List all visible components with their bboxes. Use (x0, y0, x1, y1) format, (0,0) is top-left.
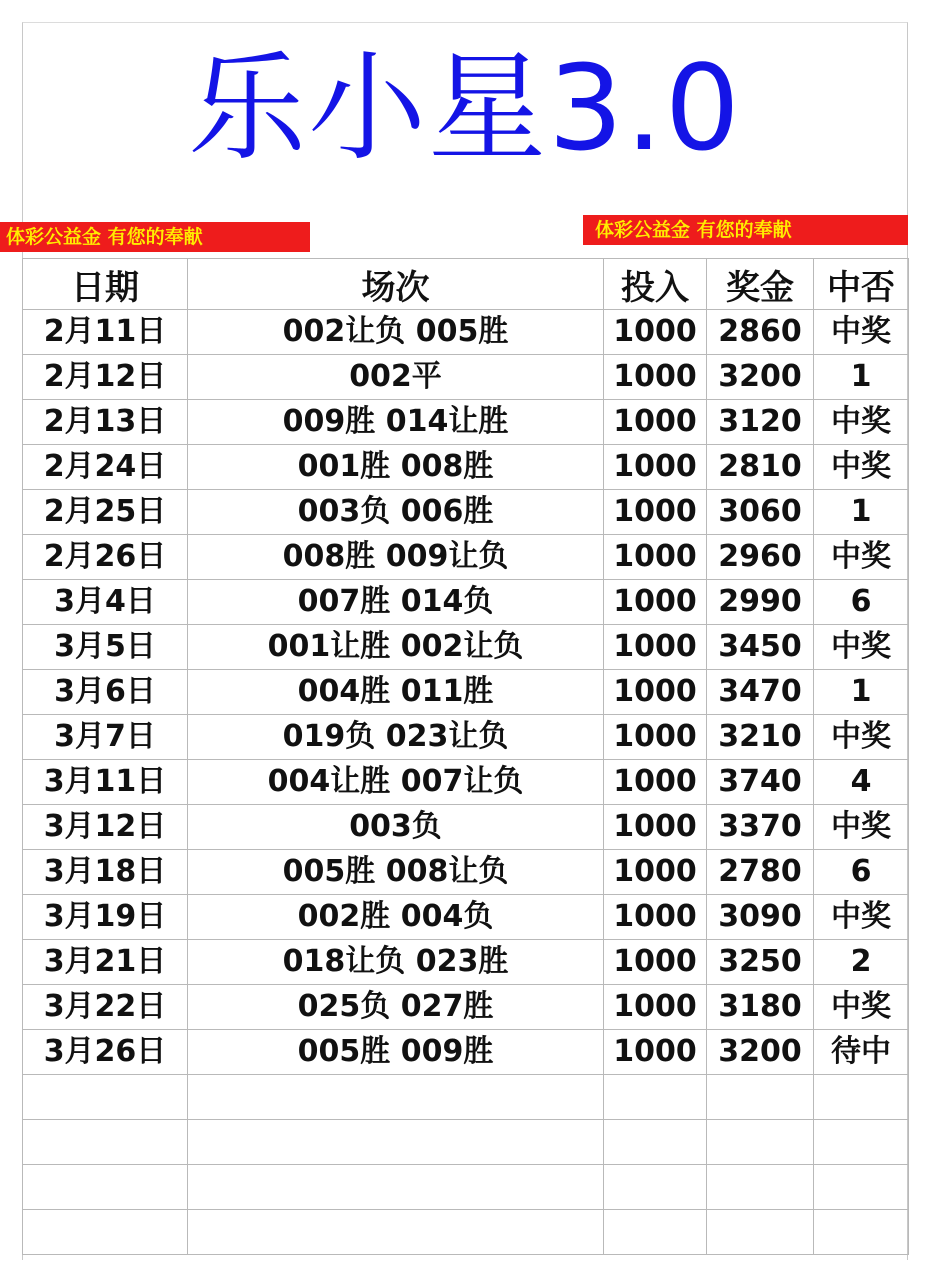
cell-date: 3月12日 (23, 805, 188, 850)
table-row (23, 490, 909, 535)
cell-prize: 3740 (707, 760, 814, 805)
cell-date: 2月26日 (23, 535, 188, 580)
cell-date: 3月7日 (23, 715, 188, 760)
lottery-slogan-banner-left: 体彩公益金 有您的奉献 (0, 222, 310, 252)
cell-date: 2月24日 (23, 445, 188, 490)
empty-cell (604, 1165, 707, 1210)
cell-prize: 3370 (707, 805, 814, 850)
table-row (23, 535, 909, 580)
cell-matches: 005胜 009胜 (188, 1030, 604, 1075)
cell-date: 3月18日 (23, 850, 188, 895)
empty-cell (188, 1075, 604, 1120)
empty-cell (814, 1210, 909, 1255)
cell-prize: 3120 (707, 400, 814, 445)
cell-result: 2 (814, 940, 909, 985)
empty-cell (188, 1210, 604, 1255)
cell-matches: 004让胜 007让负 (188, 760, 604, 805)
cell-result: 1 (814, 490, 909, 535)
cell-matches: 009胜 014让胜 (188, 400, 604, 445)
empty-cell (707, 1165, 814, 1210)
empty-cell (814, 1120, 909, 1165)
cell-date: 3月26日 (23, 1030, 188, 1075)
cell-result: 中奖 (814, 985, 909, 1030)
empty-cell (23, 1120, 188, 1165)
cell-prize: 3200 (707, 355, 814, 400)
cell-stake: 1000 (604, 670, 707, 715)
cell-date: 2月11日 (23, 310, 188, 355)
table-row (23, 985, 909, 1030)
cell-stake: 1000 (604, 1030, 707, 1075)
cell-date: 2月13日 (23, 400, 188, 445)
cell-matches: 018让负 023胜 (188, 940, 604, 985)
cell-stake: 1000 (604, 760, 707, 805)
cell-date: 3月5日 (23, 625, 188, 670)
table-row (23, 445, 909, 490)
empty-cell (23, 1210, 188, 1255)
table-row (23, 625, 909, 670)
table-row (23, 670, 909, 715)
cell-stake: 1000 (604, 445, 707, 490)
header-matches: 场次 (188, 259, 604, 310)
cell-prize: 2780 (707, 850, 814, 895)
cell-result: 中奖 (814, 715, 909, 760)
cell-matches: 005胜 008让负 (188, 850, 604, 895)
cell-result: 1 (814, 355, 909, 400)
cell-result: 4 (814, 760, 909, 805)
empty-cell (188, 1120, 604, 1165)
cell-result: 中奖 (814, 895, 909, 940)
table-row (23, 715, 909, 760)
cell-stake: 1000 (604, 355, 707, 400)
cell-matches: 002平 (188, 355, 604, 400)
empty-cell (604, 1210, 707, 1255)
cell-result: 中奖 (814, 310, 909, 355)
cell-prize: 3060 (707, 490, 814, 535)
table-header-row (23, 259, 909, 310)
table-row (23, 400, 909, 445)
cell-stake: 1000 (604, 805, 707, 850)
table-row (23, 760, 909, 805)
cell-result: 中奖 (814, 400, 909, 445)
empty-table-row (23, 1120, 909, 1165)
cell-date: 3月11日 (23, 760, 188, 805)
cell-prize: 3450 (707, 625, 814, 670)
cell-result: 待中 (814, 1030, 909, 1075)
cell-stake: 1000 (604, 715, 707, 760)
empty-table-row (23, 1210, 909, 1255)
cell-matches: 002让负 005胜 (188, 310, 604, 355)
cell-matches: 007胜 014负 (188, 580, 604, 625)
header-result: 中否 (814, 259, 909, 310)
empty-cell (814, 1075, 909, 1120)
cell-matches: 001让胜 002让负 (188, 625, 604, 670)
cell-result: 6 (814, 580, 909, 625)
table-row (23, 940, 909, 985)
empty-cell (23, 1075, 188, 1120)
cell-prize: 3250 (707, 940, 814, 985)
cell-result: 1 (814, 670, 909, 715)
cell-stake: 1000 (604, 895, 707, 940)
table-row (23, 895, 909, 940)
cell-prize: 2860 (707, 310, 814, 355)
empty-cell (707, 1075, 814, 1120)
table-row (23, 580, 909, 625)
cell-prize: 3210 (707, 715, 814, 760)
cell-date: 3月6日 (23, 670, 188, 715)
empty-cell (707, 1120, 814, 1165)
cell-prize: 2990 (707, 580, 814, 625)
empty-table-row (23, 1075, 909, 1120)
cell-stake: 1000 (604, 940, 707, 985)
header-date: 日期 (23, 259, 188, 310)
cell-date: 3月22日 (23, 985, 188, 1030)
table-row (23, 1030, 909, 1075)
cell-matches: 003负 006胜 (188, 490, 604, 535)
cell-result: 中奖 (814, 805, 909, 850)
cell-stake: 1000 (604, 985, 707, 1030)
cell-stake: 1000 (604, 625, 707, 670)
cell-result: 中奖 (814, 625, 909, 670)
cell-prize: 3470 (707, 670, 814, 715)
cell-prize: 3090 (707, 895, 814, 940)
cell-matches: 003负 (188, 805, 604, 850)
cell-stake: 1000 (604, 580, 707, 625)
table-row (23, 310, 909, 355)
empty-cell (604, 1120, 707, 1165)
cell-result: 中奖 (814, 445, 909, 490)
cell-result: 6 (814, 850, 909, 895)
empty-table-row (23, 1165, 909, 1210)
cell-matches: 025负 027胜 (188, 985, 604, 1030)
header-prize: 奖金 (707, 259, 814, 310)
betting-record-table (22, 258, 909, 1255)
empty-cell (188, 1165, 604, 1210)
cell-prize: 2960 (707, 535, 814, 580)
cell-date: 3月4日 (23, 580, 188, 625)
cell-matches: 002胜 004负 (188, 895, 604, 940)
cell-prize: 3200 (707, 1030, 814, 1075)
table-row (23, 805, 909, 850)
table-body (23, 310, 909, 1255)
cell-stake: 1000 (604, 400, 707, 445)
cell-date: 2月25日 (23, 490, 188, 535)
cell-matches: 019负 023让负 (188, 715, 604, 760)
cell-stake: 1000 (604, 310, 707, 355)
cell-matches: 008胜 009让负 (188, 535, 604, 580)
table-row (23, 355, 909, 400)
empty-cell (707, 1210, 814, 1255)
empty-cell (814, 1165, 909, 1210)
page-title: 乐小星3.0 (188, 39, 742, 177)
table-row (23, 850, 909, 895)
cell-matches: 004胜 011胜 (188, 670, 604, 715)
cell-result: 中奖 (814, 535, 909, 580)
cell-stake: 1000 (604, 850, 707, 895)
lottery-slogan-banner-right: 体彩公益金 有您的奉献 (583, 215, 908, 245)
cell-stake: 1000 (604, 490, 707, 535)
cell-date: 3月21日 (23, 940, 188, 985)
empty-cell (604, 1075, 707, 1120)
cell-date: 3月19日 (23, 895, 188, 940)
empty-cell (23, 1165, 188, 1210)
cell-stake: 1000 (604, 535, 707, 580)
cell-prize: 3180 (707, 985, 814, 1030)
cell-date: 2月12日 (23, 355, 188, 400)
cell-prize: 2810 (707, 445, 814, 490)
header-stake: 投入 (604, 259, 707, 310)
cell-matches: 001胜 008胜 (188, 445, 604, 490)
